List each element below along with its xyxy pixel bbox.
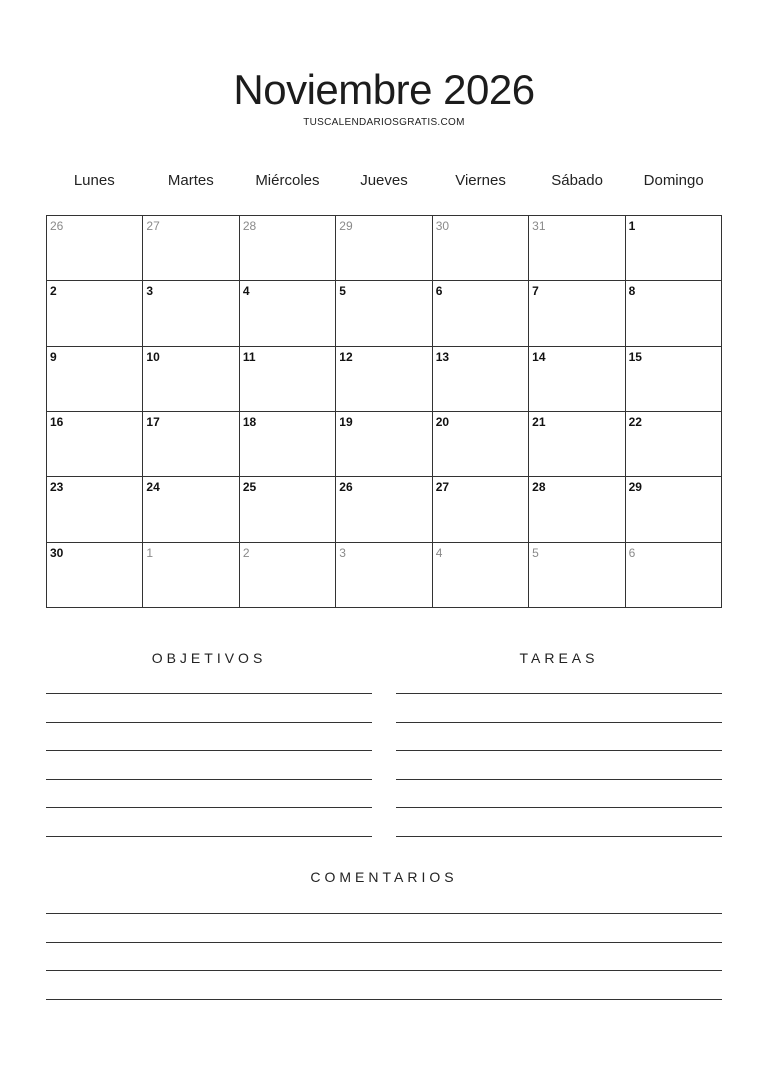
objetivos-heading: OBJETIVOS <box>151 650 267 666</box>
day-cell <box>240 477 336 542</box>
day-number: 18 <box>242 415 257 429</box>
day-cell <box>626 216 722 281</box>
comentarios-line <box>46 913 722 914</box>
day-number: 2 <box>242 545 250 560</box>
weekday-4: Viernes <box>455 172 506 189</box>
day-cell <box>336 543 432 608</box>
day-cell <box>433 543 529 608</box>
day-cell <box>433 412 529 477</box>
day-cell <box>626 347 722 412</box>
day-number: 29 <box>339 219 353 233</box>
comentarios-heading: COMENTARIOS <box>310 869 458 885</box>
day-number: 16 <box>50 415 64 429</box>
weekday-1: Martes <box>167 172 214 189</box>
day-cell <box>336 216 432 281</box>
objetivos-line <box>46 807 372 808</box>
tareas-line <box>396 807 722 808</box>
day-cell <box>240 543 336 608</box>
tareas-heading: TAREAS <box>519 650 599 666</box>
page-title: Noviembre 2026 <box>233 66 535 113</box>
day-cell <box>47 477 143 542</box>
day-number: 29 <box>628 480 642 495</box>
day-number: 28 <box>242 219 257 233</box>
day-number: 27 <box>435 480 450 495</box>
day-number: 24 <box>146 480 160 495</box>
day-cell <box>47 412 143 477</box>
day-number: 17 <box>146 415 160 429</box>
day-cell <box>336 477 432 542</box>
site-url: TUSCALENDARIOSGRATIS.COM <box>303 117 465 128</box>
day-number: 9 <box>50 349 57 364</box>
day-cell <box>47 347 143 412</box>
day-number: 15 <box>628 349 642 364</box>
day-cell <box>47 281 143 346</box>
day-number: 25 <box>242 480 257 495</box>
day-cell <box>626 477 722 542</box>
objetivos-line <box>46 693 372 694</box>
day-cell <box>240 281 336 346</box>
weekday-header-row <box>46 168 722 194</box>
day-cell <box>336 412 432 477</box>
day-number: 7 <box>532 284 539 299</box>
day-cell <box>529 216 625 281</box>
day-cell <box>433 347 529 412</box>
day-number: 31 <box>532 219 546 233</box>
day-cell <box>336 347 432 412</box>
day-number: 26 <box>50 219 64 233</box>
day-number: 21 <box>532 415 546 429</box>
day-number: 4 <box>435 545 443 560</box>
day-number: 20 <box>435 415 450 429</box>
day-number: 19 <box>339 415 353 429</box>
day-number: 6 <box>435 284 443 299</box>
day-cell <box>47 543 143 608</box>
day-number: 23 <box>50 480 64 495</box>
day-cell <box>529 477 625 542</box>
tareas-line <box>396 750 722 751</box>
day-cell <box>143 543 239 608</box>
day-number: 4 <box>242 284 250 299</box>
day-number: 12 <box>339 349 353 364</box>
day-cell <box>529 281 625 346</box>
day-number: 27 <box>146 219 160 233</box>
day-number: 28 <box>532 480 546 495</box>
day-number: 14 <box>532 349 546 364</box>
day-cell <box>47 216 143 281</box>
objetivos-line <box>46 750 372 751</box>
tareas-line <box>396 693 722 694</box>
day-number: 30 <box>435 219 450 233</box>
weekday-5: Sábado <box>551 172 603 189</box>
tareas-line <box>396 836 722 837</box>
day-cell <box>143 281 239 346</box>
day-number: 22 <box>628 415 642 429</box>
day-number: 3 <box>146 284 154 299</box>
objetivos-line <box>46 722 372 723</box>
tareas-line <box>396 779 722 780</box>
day-number: 5 <box>339 284 346 299</box>
day-number: 1 <box>146 545 154 560</box>
day-cell <box>433 216 529 281</box>
day-cell <box>529 543 625 608</box>
tareas-line <box>396 722 722 723</box>
day-number: 11 <box>242 349 256 364</box>
day-cell <box>626 543 722 608</box>
day-cell <box>240 347 336 412</box>
comentarios-line <box>46 942 722 943</box>
day-cell <box>240 216 336 281</box>
comentarios-line <box>46 999 722 1000</box>
day-number: 10 <box>146 349 160 364</box>
day-cell <box>433 281 529 346</box>
objetivos-line <box>46 779 372 780</box>
day-cell <box>529 347 625 412</box>
weekday-0: Lunes <box>73 172 115 189</box>
weekday-3: Jueves <box>360 172 408 189</box>
weekday-2: Miércoles <box>255 172 320 189</box>
day-number: 5 <box>532 545 539 560</box>
day-cell <box>143 477 239 542</box>
objetivos-line <box>46 836 372 837</box>
day-number: 26 <box>339 480 353 495</box>
day-number: 6 <box>628 545 636 560</box>
day-number: 30 <box>50 545 64 560</box>
comentarios-line <box>46 970 722 971</box>
day-number: 1 <box>628 219 636 233</box>
day-cell <box>143 412 239 477</box>
day-cell <box>626 412 722 477</box>
day-cell <box>143 216 239 281</box>
day-cell <box>626 281 722 346</box>
day-number: 2 <box>50 284 57 299</box>
calendar-grid <box>46 215 722 608</box>
day-cell <box>143 347 239 412</box>
weekday-6: Domingo <box>643 172 704 189</box>
day-cell <box>433 477 529 542</box>
day-number: 8 <box>628 284 636 299</box>
day-cell <box>240 412 336 477</box>
day-cell <box>336 281 432 346</box>
day-number: 13 <box>435 349 450 364</box>
day-cell <box>529 412 625 477</box>
day-number: 3 <box>339 545 346 560</box>
